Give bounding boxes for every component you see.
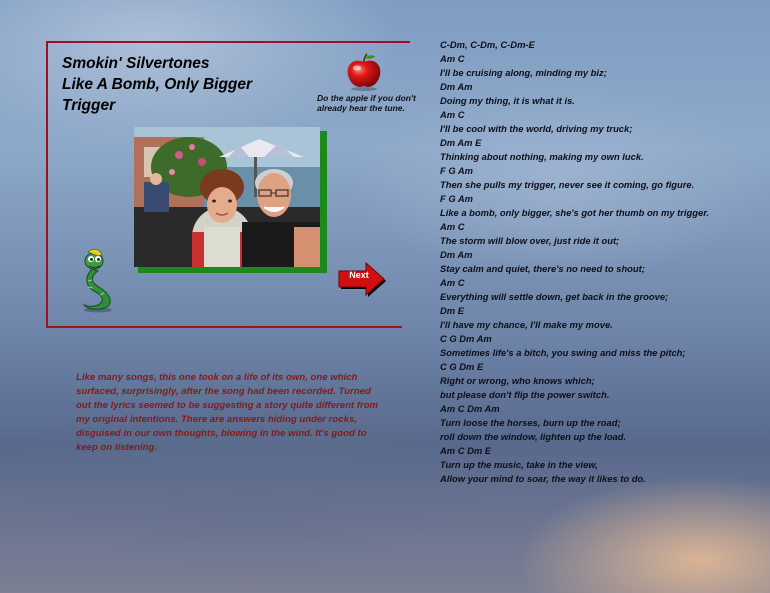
lyric-line: but please don't flip the power switch. (440, 389, 610, 400)
lyric-line: Sometimes life's a bitch, you swing and miss the pitch; (440, 347, 686, 358)
snake-mascot-icon (78, 247, 118, 313)
lyric-line: Am C (440, 109, 465, 120)
lyric-line: Dm E (440, 305, 464, 316)
lyric-line: F G Am (440, 193, 473, 204)
lyric-line: The storm will blow over, just ride it out; (440, 235, 620, 246)
lyric-line: Then she pulls my trigger, never see it coming, go figure. (440, 179, 695, 190)
lyric-line: Am C Dm E (440, 445, 492, 456)
lyric-line: Allow your mind to soar, the way it likes to do. (440, 473, 646, 484)
lyric-line: roll down the window, lighten up the load. (440, 431, 627, 442)
lyric-line: Am C (440, 277, 465, 288)
lyric-line: Am C Dm Am (440, 403, 500, 414)
apple-hint-text: Do the apple if you don't already hear the tune. (317, 93, 416, 113)
lyric-line: I'll be cruising along, minding my biz; (440, 67, 607, 78)
lyric-line: Like a bomb, only bigger, she's got her thumb on my trigger. (440, 207, 709, 218)
story-paragraph: Like many songs, this one took on a life of its own, one which surfaced, surprisingly, after the song had been recorded. Turned out the lyrics seemed to be suggesting a story quite different from my original intentions. There are answers hiding under rocks, disguised in our own thoughts, blowing in the wind. It's good to keep on listening. (76, 372, 379, 453)
lyric-line: Dm Am (440, 249, 473, 260)
lyrics-block (440, 38, 765, 486)
lyric-line: Dm Am (440, 81, 473, 92)
snake-mascot (78, 247, 118, 313)
lyric-line: F G Am (440, 165, 473, 176)
band-name: Smokin' Silvertones (62, 55, 210, 72)
lyric-line: Right or wrong, who knows which; (440, 375, 595, 386)
lyric-line: C G Dm Am (440, 333, 492, 344)
next-button[interactable] (336, 259, 386, 299)
lyric-line: Turn loose the horses, burn up the road; (440, 417, 621, 428)
lyric-line: I'll be cool with the world, driving my truck; (440, 123, 633, 134)
lyric-line: Thinking about nothing, making my own luck. (440, 151, 644, 162)
lyric-line: Everything will settle down, get back in the groove; (440, 291, 669, 302)
lyric-line: C G Dm E (440, 361, 484, 372)
lyric-line: Am C (440, 53, 465, 64)
lyric-line: I'll have my chance, I'll make my move. (440, 319, 613, 330)
lyric-line: Dm Am E (440, 137, 482, 148)
lyric-line: Turn up the music, take in the view, (440, 459, 598, 470)
lyric-line: C-Dm, C-Dm, C-Dm-E (440, 39, 535, 50)
frame-left-line (46, 41, 48, 328)
song-name: Trigger (62, 97, 116, 114)
lyric-line: Stay calm and quiet, there's no need to shout; (440, 263, 645, 274)
album-name: Like A Bomb, Only Bigger (62, 76, 253, 93)
apple-icon (344, 53, 384, 91)
song-title-block (62, 53, 252, 116)
lyric-line: Doing my thing, it is what it is. (440, 95, 575, 106)
couple-photo (134, 127, 320, 267)
next-button-label: Next (349, 270, 369, 280)
frame-bottom-line (46, 326, 402, 328)
apple-play-button[interactable] (344, 53, 384, 91)
frame-top-line (46, 41, 410, 43)
lyric-line: Am C (440, 221, 465, 232)
